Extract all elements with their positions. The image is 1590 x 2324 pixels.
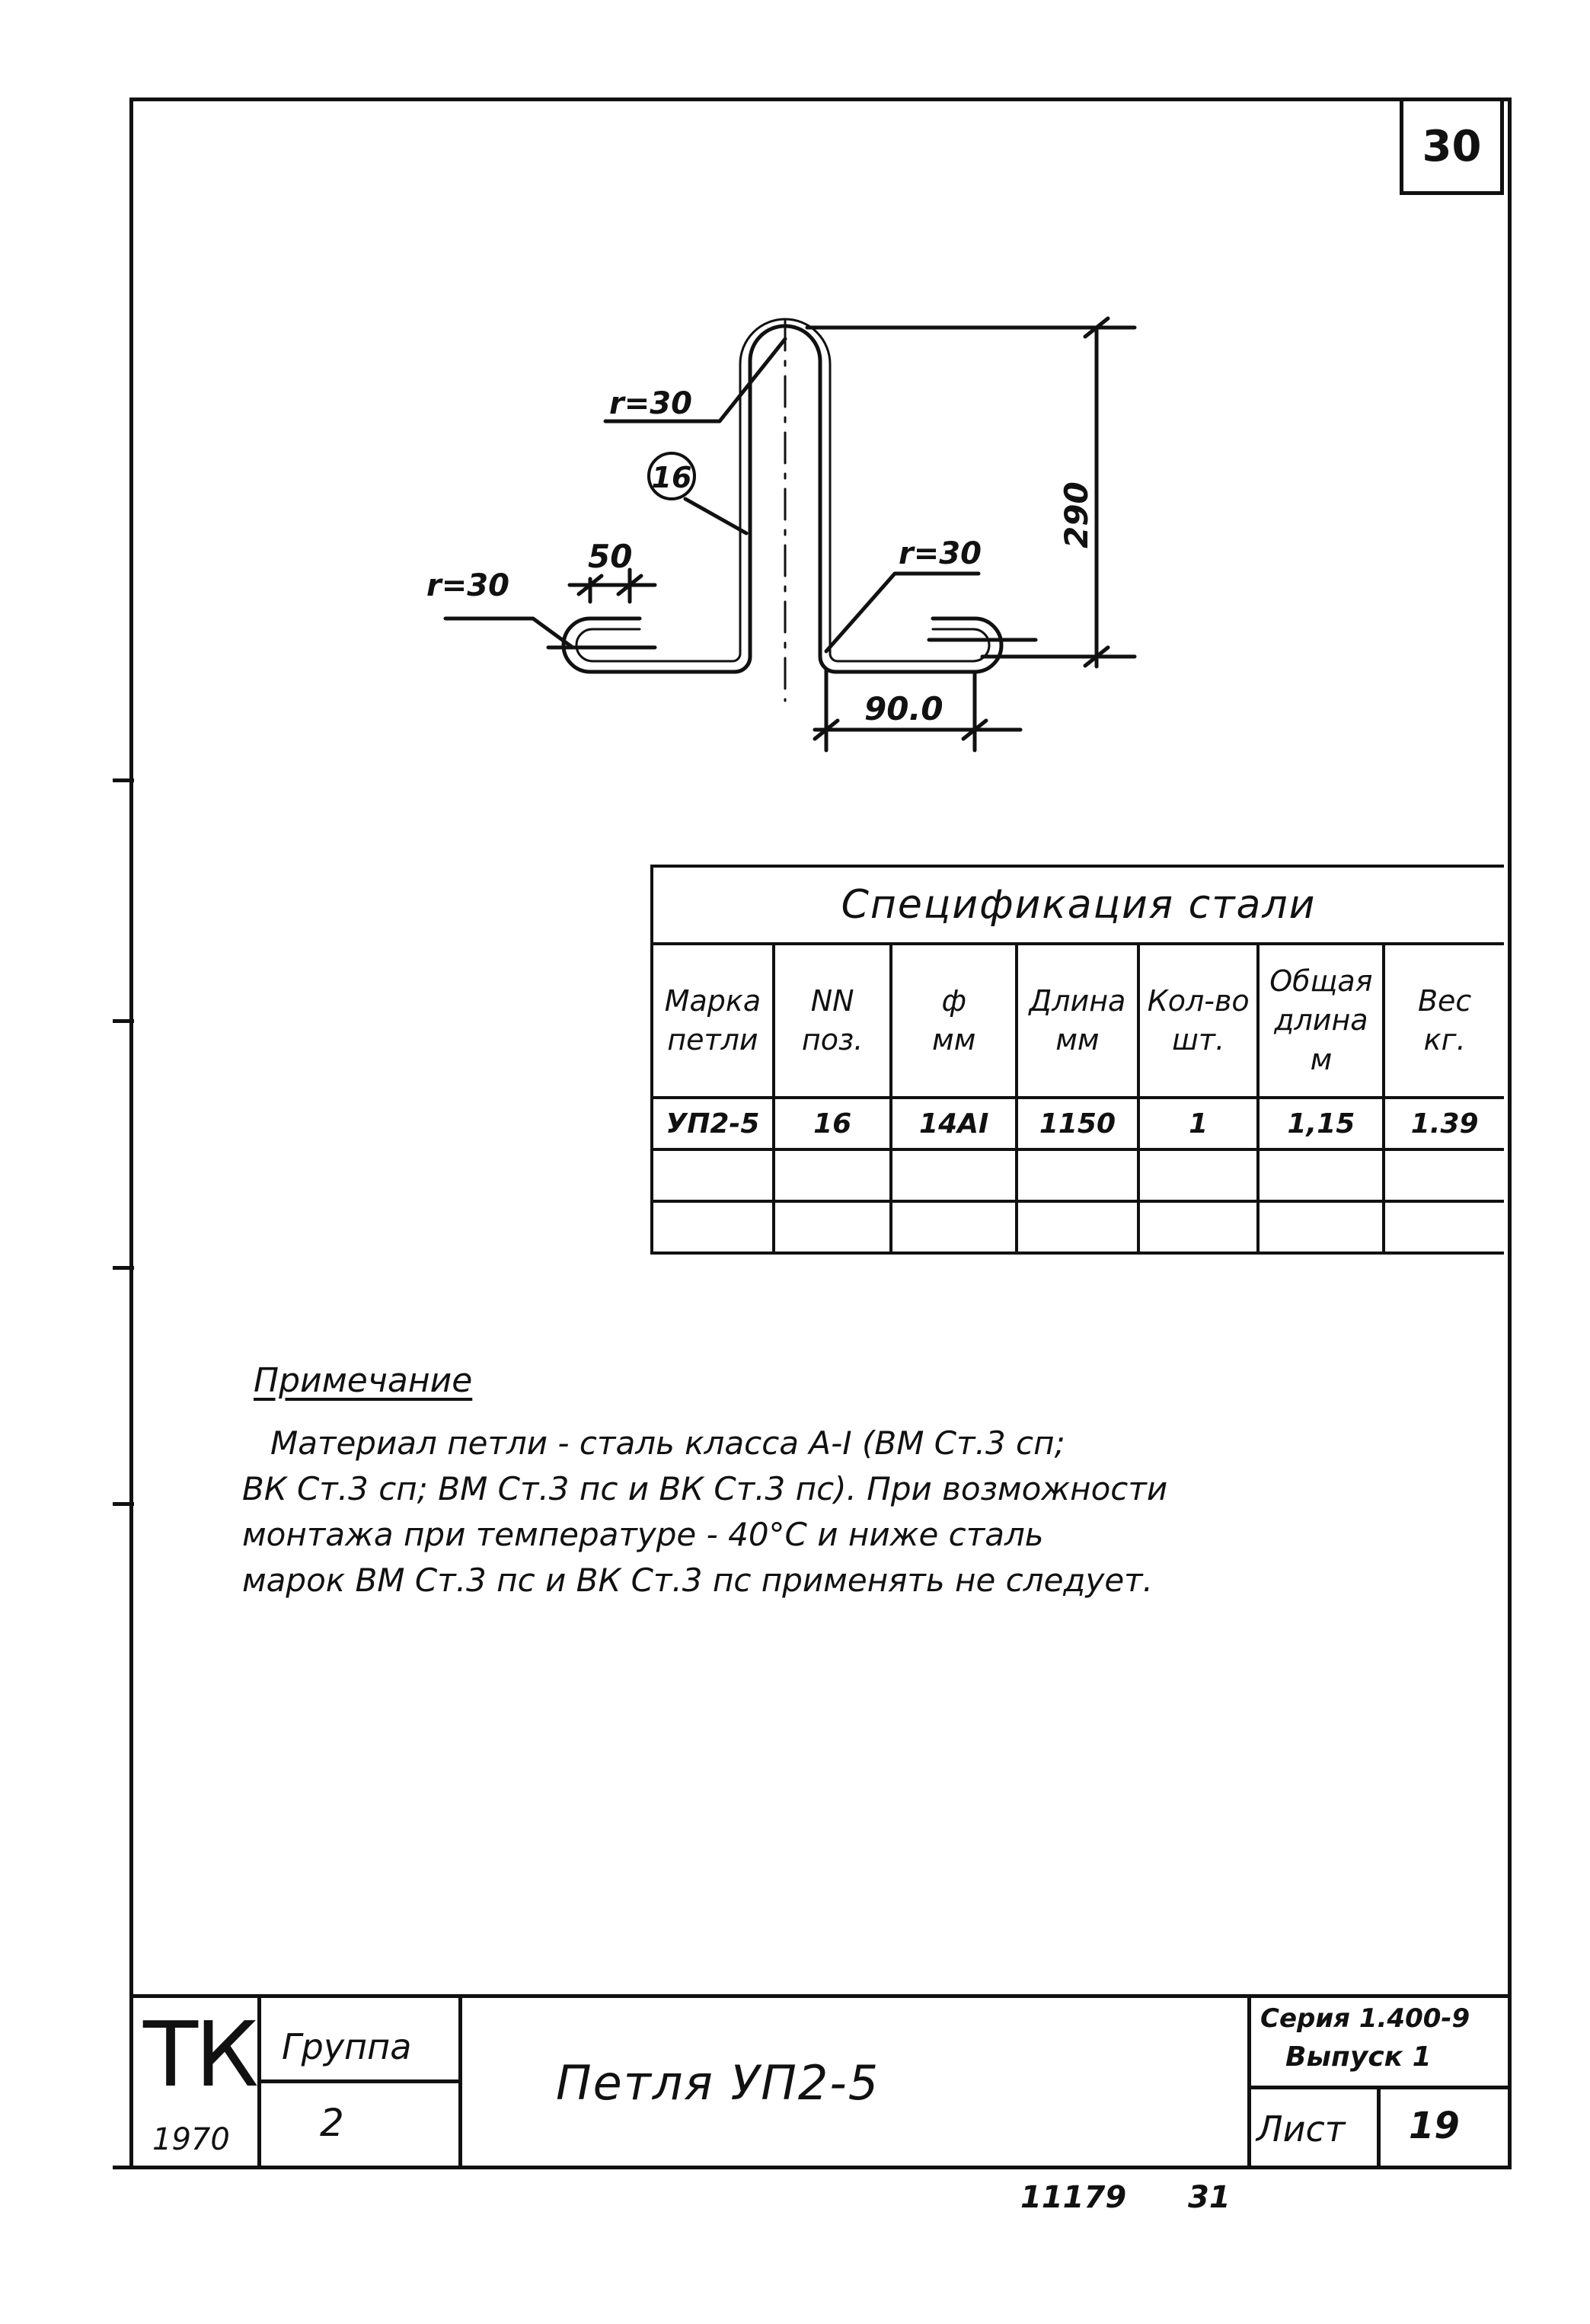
loop-drawing [381, 305, 1173, 792]
dim-height-label: 290 [1058, 481, 1095, 548]
cell-length: 1150 [1017, 1098, 1138, 1149]
table-row [652, 1149, 1504, 1201]
header-mark: Марка петли [652, 944, 774, 1098]
group-label: Группа [282, 2026, 412, 2067]
header-position: NN поз. [774, 944, 892, 1098]
dim-width-label: 90.0 [864, 690, 943, 727]
group-value: 2 [320, 2101, 344, 2145]
cell-total-length: 1,15 [1258, 1098, 1384, 1149]
sheet-value: 19 [1409, 2105, 1460, 2147]
margin-tick [113, 1502, 134, 1506]
header-total-length: Общая длина м [1258, 944, 1384, 1098]
header-quantity: Кол-во шт. [1138, 944, 1259, 1098]
cell-mark: УП2-5 [652, 1098, 774, 1149]
note-line: ВК Ст.3 сп; ВМ Ст.3 пс и ВК Ст.3 пс). При возможности [242, 1470, 1168, 1507]
table-row [652, 1098, 1504, 1149]
margin-tick [113, 1019, 134, 1023]
header-diameter: ф мм [891, 944, 1017, 1098]
sheet-label: Лист [1256, 2108, 1346, 2150]
order-number: 11179 [1020, 2180, 1127, 2215]
cell-position: 16 [774, 1098, 892, 1149]
margin-tick [113, 778, 134, 782]
logo: ТК [143, 2002, 256, 2107]
header-weight: Вес кг. [1384, 944, 1504, 1098]
cell-diameter: 14АI [891, 1098, 1017, 1149]
bottom-border [113, 2166, 1508, 2169]
drawing-title: Петля УП2-5 [556, 2055, 880, 2111]
cell-quantity: 1 [1138, 1098, 1259, 1149]
spec-table-title: Спецификация стали [652, 866, 1504, 944]
year: 1970 [152, 2122, 230, 2157]
margin-tick [113, 1266, 134, 1270]
rebar-outline [564, 326, 1001, 672]
title-block [129, 1994, 1512, 2166]
page-number: 30 [1400, 97, 1504, 195]
radius-right-label: r=30 [899, 536, 982, 571]
footer-page: 31 [1188, 2180, 1231, 2215]
steel-spec-table [650, 865, 1504, 1255]
note-line: марок ВМ Ст.3 пс и ВК Ст.3 пс применять не следует. [242, 1562, 1153, 1599]
issue: Выпуск 1 [1285, 2041, 1432, 2073]
series: Серия 1.400-9 [1260, 2003, 1470, 2034]
cell-weight: 1.39 [1384, 1098, 1504, 1149]
table-row [652, 1201, 1504, 1253]
radius-top-label: r=30 [609, 386, 692, 421]
position-mark-label: 16 [651, 461, 692, 494]
note-line: монтажа при температуре - 40°С и ниже сталь [242, 1516, 1044, 1553]
radius-left-label: r=30 [426, 568, 509, 603]
note-heading: Примечание [254, 1361, 473, 1400]
note-line: Материал петли - сталь класса А-I (ВМ Ст.3 сп; [270, 1424, 1065, 1462]
header-length: Длина мм [1017, 944, 1138, 1098]
rebar-inner [576, 319, 989, 661]
spec-table-header [652, 944, 1504, 1098]
dim-hook-label: 50 [588, 538, 633, 575]
